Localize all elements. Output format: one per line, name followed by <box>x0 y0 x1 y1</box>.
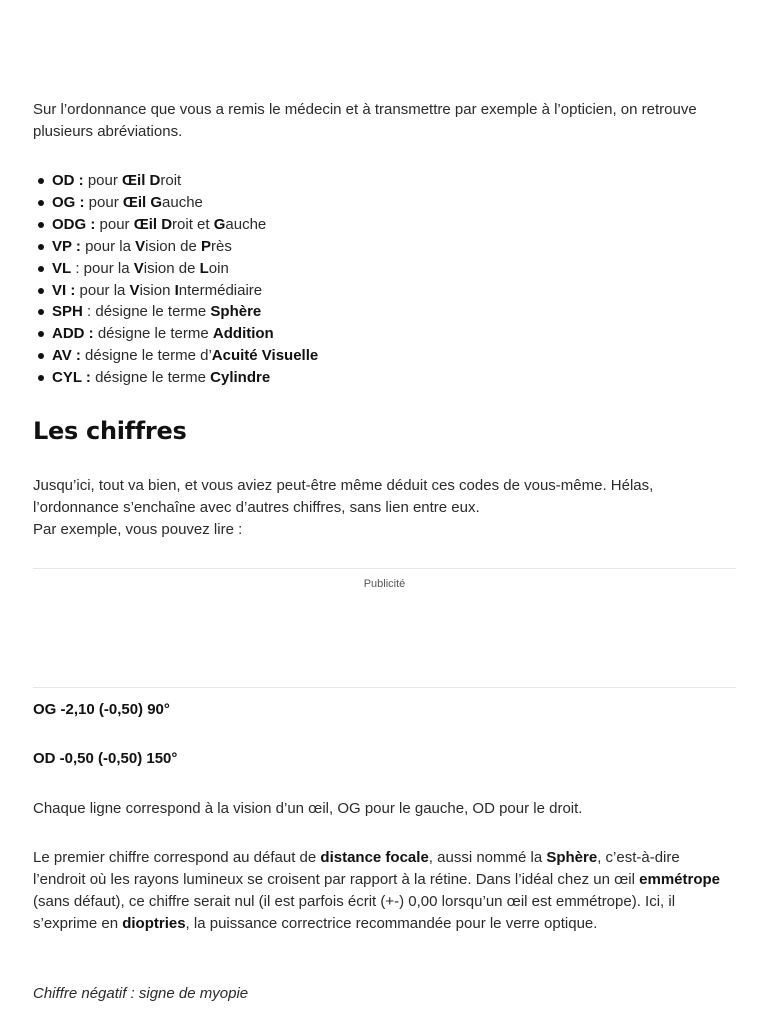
term-sphere: Sphère <box>546 849 598 866</box>
abbr-letter: G <box>213 215 226 233</box>
list-item <box>33 258 318 280</box>
abbr-code: CYL : <box>52 369 91 387</box>
abbr-letter: P <box>201 237 212 255</box>
list-item <box>33 236 318 258</box>
explanation-paragraph <box>33 475 736 541</box>
abbr-code: OD : <box>52 172 84 189</box>
abbreviation-list <box>33 170 318 389</box>
abbr-text: : pour la <box>71 259 134 277</box>
list-item <box>33 170 318 192</box>
text: , aussi nommé la <box>428 849 547 866</box>
abbr-text: roit <box>160 172 182 189</box>
abbr-letter: Œil D <box>133 215 173 233</box>
prescription-line-od: OD -0,50 (-0,50) 150° <box>33 750 178 767</box>
abbr-text: : désigne le terme <box>82 303 211 321</box>
abbr-text: pour la <box>80 237 136 255</box>
abbr-text: ision <box>139 281 175 299</box>
abbr-text: désigne le terme <box>93 325 213 343</box>
list-item <box>33 345 318 367</box>
abbr-text: pour <box>95 215 134 233</box>
abbr-text: désigne le terme d’ <box>80 347 212 365</box>
list-item <box>33 367 318 389</box>
paragraph-line: Par exemple, vous pouvez lire : <box>33 521 243 538</box>
abbr-text: roit et <box>172 215 214 233</box>
abbr-letter: Œil D <box>122 172 161 189</box>
abbr-letter: Œil G <box>122 193 163 211</box>
advertisement-slot[interactable] <box>33 568 736 688</box>
intro-paragraph: Sur l’ordonnance que vous a remis le médecin et à transmettre par exemple à l’opticien, on retrouve plusieurs abréviations. <box>33 101 697 140</box>
abbr-text: ision de <box>145 237 201 255</box>
abbr-letter: V <box>133 259 144 277</box>
abbr-text: rès <box>211 237 232 255</box>
abbr-term: Addition <box>212 325 274 343</box>
abbr-term: Sphère <box>210 303 262 321</box>
list-item <box>33 323 318 345</box>
text: , la puissance correctrice recommandée pour le verre optique. <box>185 915 598 932</box>
abbr-code: SPH <box>52 303 83 321</box>
abbr-code: ADD : <box>52 325 94 343</box>
abbr-code: VL <box>52 259 72 277</box>
term-distance-focale: distance focale <box>320 849 429 866</box>
abbr-letter: I <box>174 281 179 299</box>
term-dioptries: dioptries <box>122 915 186 932</box>
list-item <box>33 301 318 323</box>
text: (sans défaut), ce chiffre serait nul (il est parfois écrit (+-) 0,00 lorsqu’un œil est emmétrope). Ici, il s’exprime en <box>33 893 676 932</box>
abbr-text: pour la <box>75 281 130 299</box>
abbr-letter: V <box>129 281 140 299</box>
abbr-text: oin <box>208 259 229 277</box>
abbr-code: AV : <box>52 347 81 365</box>
ad-label: Publicité <box>363 578 406 590</box>
abbr-text: ision de <box>143 259 200 277</box>
prescription-line-og: OG -2,10 (-0,50) 90° <box>33 701 170 718</box>
abbr-term: Acuité Visuelle <box>211 347 319 365</box>
text: , c’est-à-dire l’endroit où les rayons lumineux se croisent par rapport à la rétine. Dans l’idéal chez un œil <box>33 849 680 888</box>
list-item <box>33 192 318 214</box>
section-heading: Les chiffres <box>33 417 187 445</box>
abbr-code: VP : <box>52 237 81 255</box>
abbr-code: ODG : <box>52 215 96 233</box>
abbr-code: VI : <box>52 281 76 299</box>
abbr-letter: L <box>199 259 209 277</box>
abbr-term: Cylindre <box>210 369 271 387</box>
abbr-text: désigne le terme <box>90 369 211 387</box>
list-item <box>33 280 318 302</box>
abbr-text: auche <box>162 193 203 211</box>
abbr-text: auche <box>225 215 267 233</box>
abbr-text: ntermédiaire <box>178 281 263 299</box>
sphere-explanation <box>33 847 736 935</box>
abbr-text: pour <box>84 193 123 211</box>
vision-explanation: Chaque ligne correspond à la vision d’un œil, OG pour le gauche, OD pour le droit. <box>33 800 583 817</box>
paragraph-line: Jusqu’ici, tout va bien, et vous aviez peut-être même déduit ces codes de vous-même. Hélas, l’ordonnance s’enchaîne avec d’autres chiffres, sans lien entre eux. <box>33 477 654 516</box>
myopia-note: Chiffre négatif : signe de myopie <box>33 985 249 1002</box>
abbr-code: OG : <box>52 193 85 211</box>
term-emmetrope: emmétrope <box>639 871 720 888</box>
abbr-letter: V <box>135 237 146 255</box>
list-item <box>33 214 318 236</box>
text: Le premier chiffre correspond au défaut de <box>33 849 321 866</box>
abbr-text: pour <box>83 172 123 189</box>
